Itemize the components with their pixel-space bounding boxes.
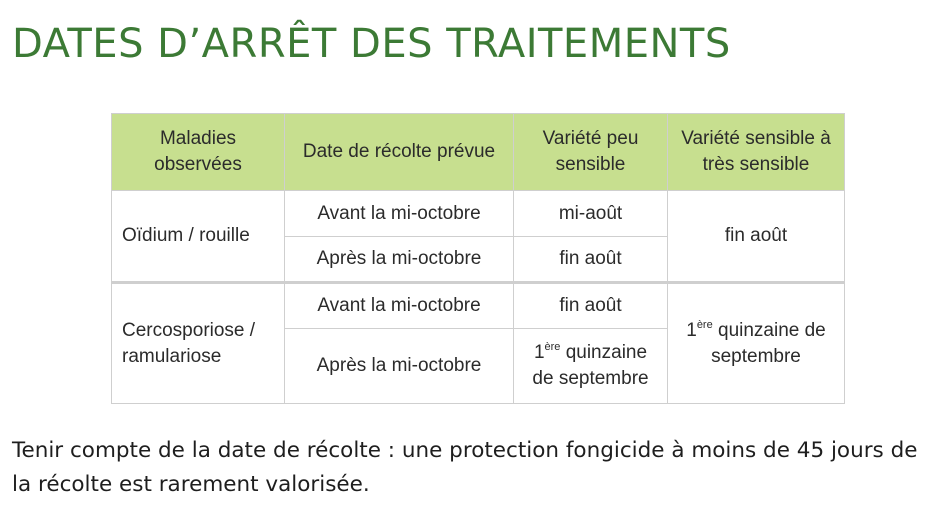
- table-row: [112, 191, 845, 237]
- disease-cell: Cercosporiose / ramulariose: [112, 283, 285, 404]
- ordinal-number: 1: [533, 342, 545, 363]
- table-header-row: [112, 114, 845, 191]
- header-low-sensitivity: Variété peu sensible: [514, 114, 668, 191]
- harvest-cell: Avant la mi-octobre: [285, 191, 514, 237]
- high-sensitivity-text: quinzaine de septembre: [711, 319, 826, 367]
- high-sensitivity-cell: fin août: [668, 191, 845, 283]
- low-sensitivity-cell: fin août: [514, 283, 668, 329]
- header-high-sensitivity: Variété sensible à très sensible: [668, 114, 845, 191]
- disease-cell: Oïdium / rouille: [112, 191, 285, 283]
- ordinal-suffix: ère: [696, 318, 713, 331]
- high-sensitivity-cell: [668, 283, 845, 404]
- treatment-dates-table: [111, 113, 845, 404]
- harvest-cell: Après la mi-octobre: [285, 329, 514, 404]
- ordinal-number: 1: [686, 319, 697, 341]
- harvest-note: Tenir compte de la date de récolte : une protection fongicide à moins de 45 jours de la récolte est rarement valorisée.: [12, 438, 918, 497]
- treatment-dates-table-container: [111, 113, 844, 404]
- harvest-cell: Après la mi-octobre: [285, 237, 514, 283]
- table-row: [112, 283, 845, 329]
- low-sensitivity-cell: mi-août: [514, 191, 668, 237]
- low-sensitivity-cell: [514, 329, 668, 404]
- page-title: DATES D’ARRÊT DES TRAITEMENTS: [12, 21, 731, 67]
- header-harvest-date: Date de récolte prévue: [285, 114, 514, 191]
- ordinal-suffix: ère: [544, 341, 561, 353]
- header-diseases: Maladies observées: [112, 114, 285, 191]
- harvest-cell: Avant la mi-octobre: [285, 283, 514, 329]
- low-sensitivity-cell: fin août: [514, 237, 668, 283]
- low-sensitivity-text: quinzaine de septembre: [532, 342, 649, 389]
